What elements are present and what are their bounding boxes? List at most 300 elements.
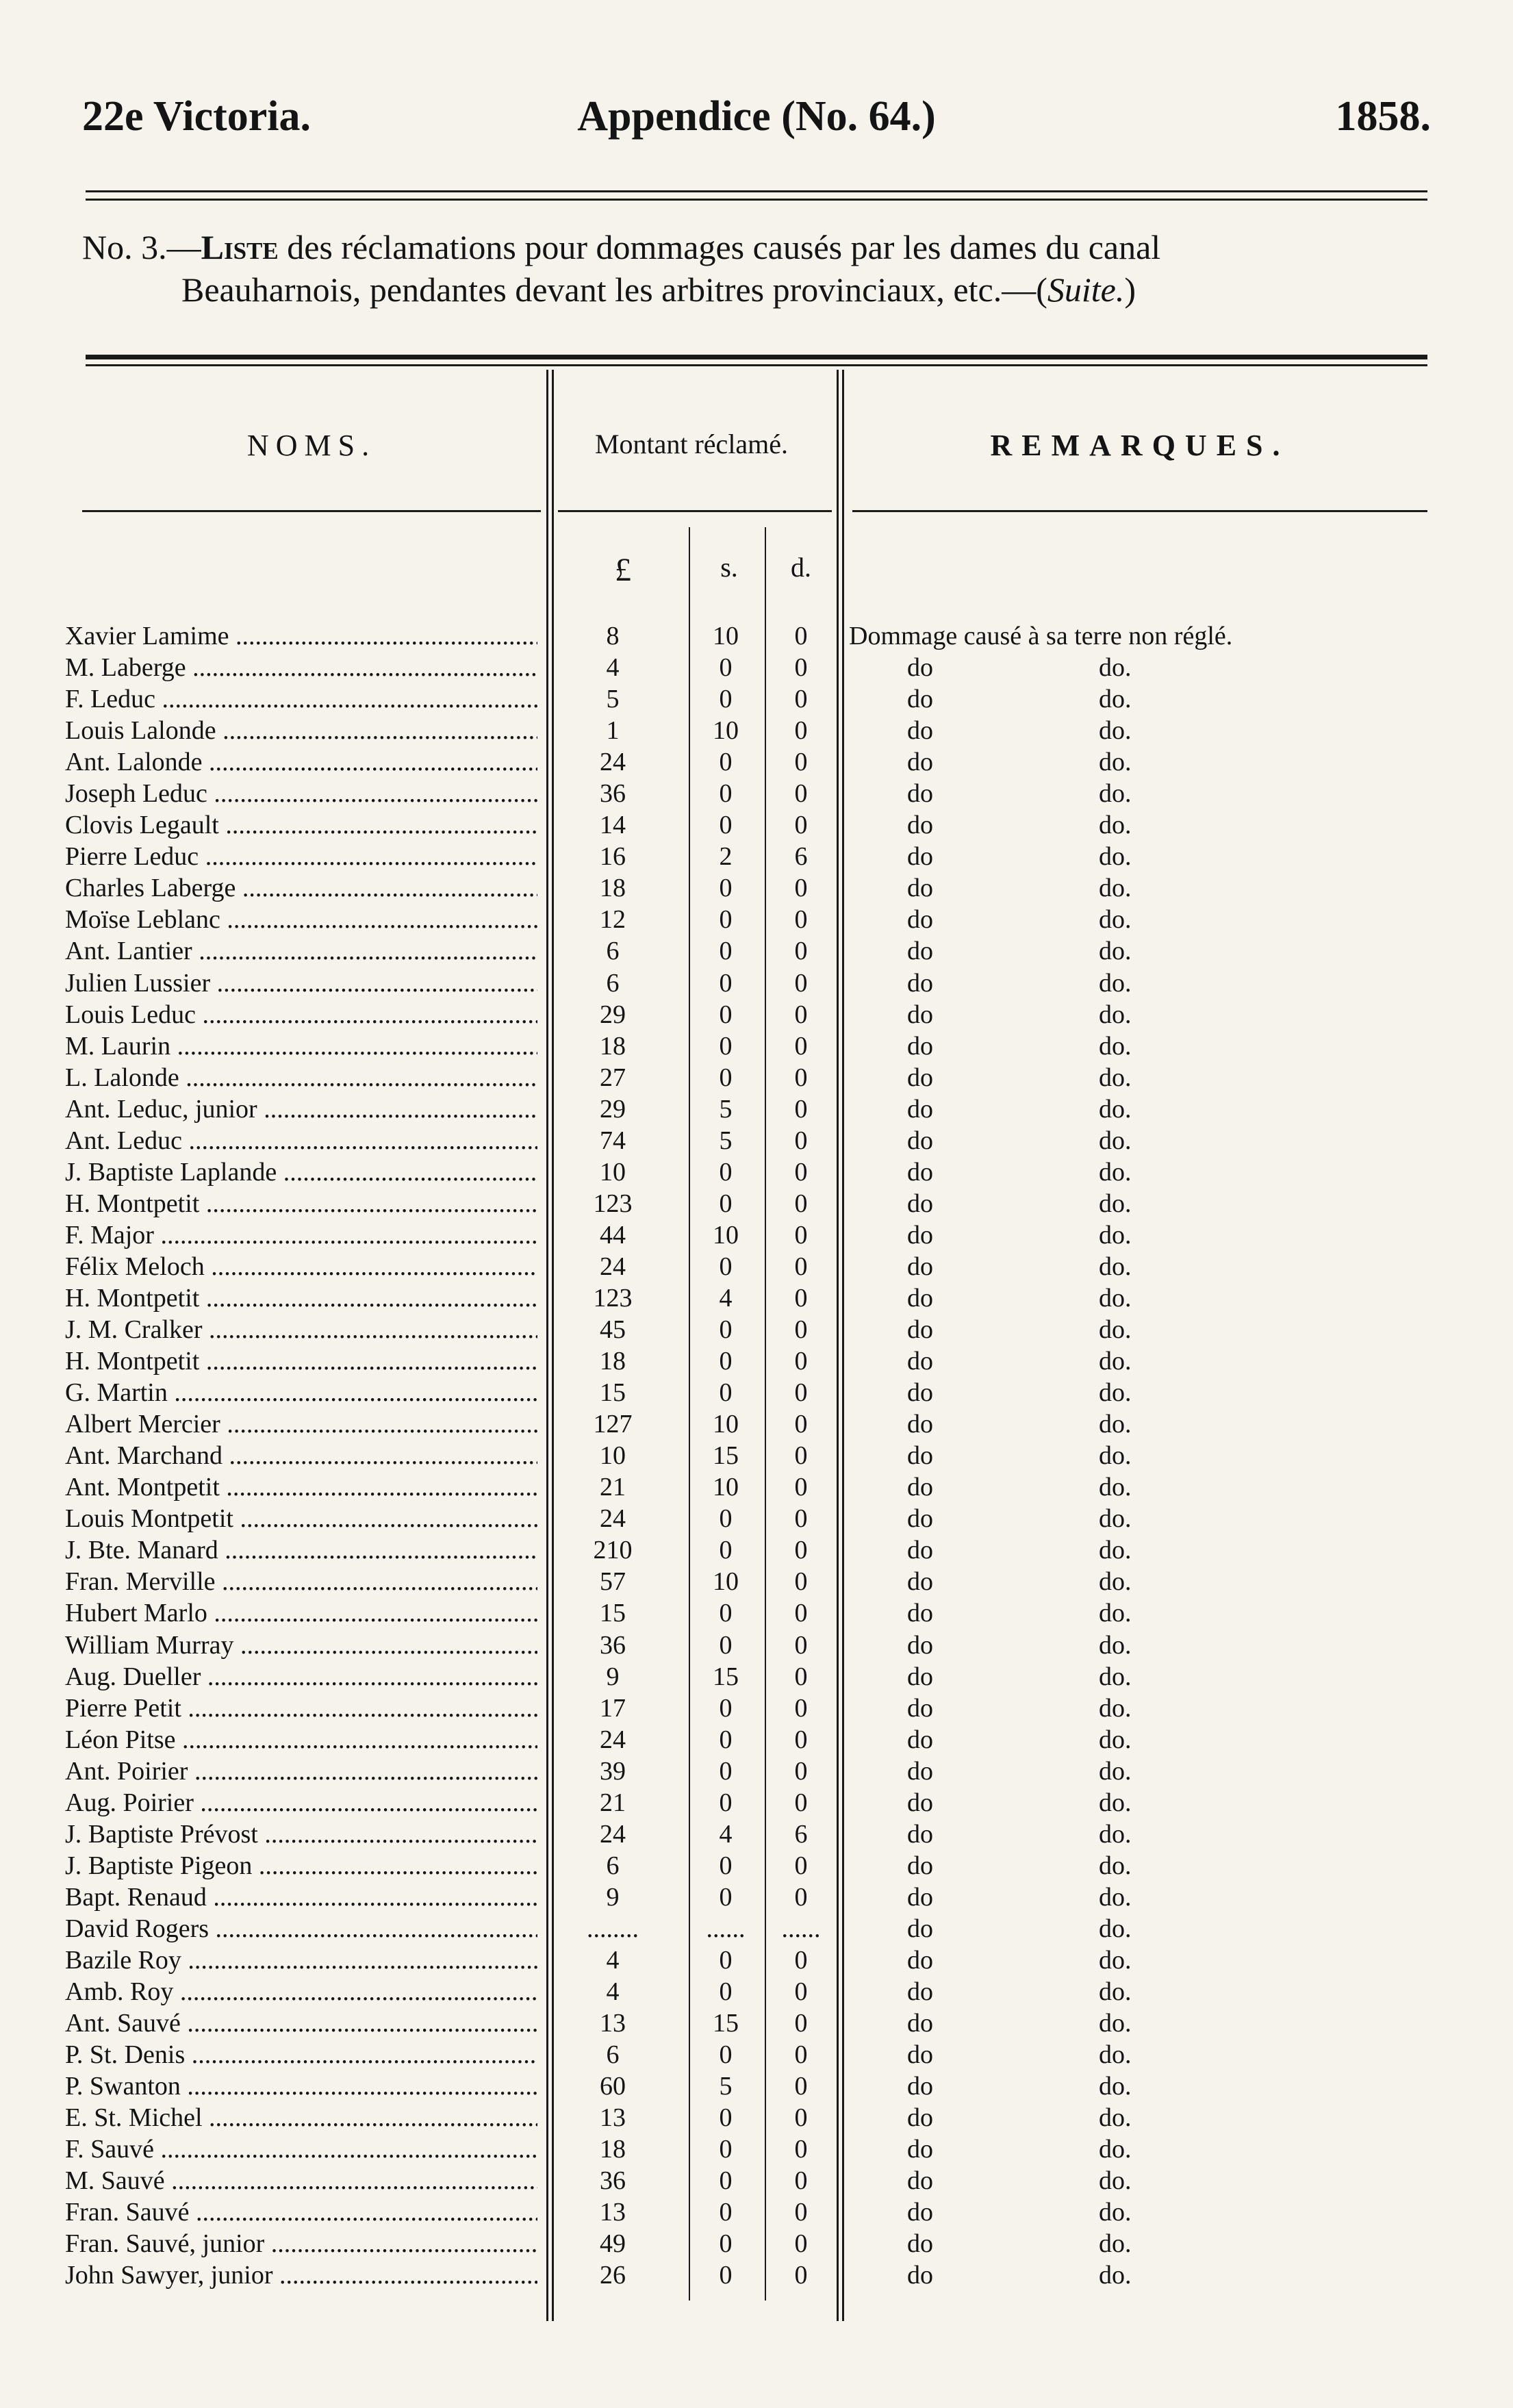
remark-primary: do <box>907 1504 933 1534</box>
amount-shillings: 15 <box>713 2009 739 2038</box>
claimant-name: P. St. Denis ..... <box>65 2039 537 2070</box>
table-row <box>0 1093 1513 1125</box>
table-row <box>0 1534 1513 1566</box>
claimant-name: Ant. Lantier ..... <box>65 935 537 967</box>
claimant-name: Albert Mercier ..... <box>65 1408 537 1440</box>
pounds-header: £ <box>615 552 631 588</box>
caption-liste: Liste <box>201 228 279 266</box>
remark-secondary: do. <box>1099 2166 1132 2196</box>
amount-shillings: 10 <box>713 1410 739 1439</box>
amount-pence: 0 <box>794 1536 808 1565</box>
claimant-name: Fran. Merville ..... <box>65 1566 537 1597</box>
claimant-name: John Sawyer, junior ..... <box>65 2259 537 2291</box>
remark-primary: do <box>907 1126 933 1155</box>
claimant-name: Ant. Leduc ..... <box>65 1125 537 1156</box>
caption-line1: des réclamations pour dommages causés par les dames du canal <box>278 228 1161 266</box>
remark-secondary: do. <box>1099 1977 1132 2007</box>
claimant-name: Hubert Marlo ..... <box>65 1597 537 1629</box>
table-row <box>0 1693 1513 1724</box>
claimant-name: Bapt. Renaud ..... <box>65 1881 537 1913</box>
remark-primary: do <box>907 1882 933 1912</box>
amount-shillings: 0 <box>719 779 733 809</box>
amount-pence: 0 <box>794 905 808 935</box>
remark-primary: do <box>907 1410 933 1439</box>
header-year: 1858. <box>1335 93 1431 140</box>
amount-shillings: 4 <box>719 1283 733 1313</box>
remark-primary: do <box>907 1378 933 1408</box>
amount-pounds: 36 <box>600 1630 626 1660</box>
amount-pounds: 18 <box>600 2135 626 2164</box>
caption-prefix: No. 3.— <box>82 228 201 266</box>
table-row <box>0 1314 1513 1345</box>
remark-secondary: do. <box>1099 1094 1132 1124</box>
table-row <box>0 1724 1513 1756</box>
remark-primary: do <box>907 1945 933 1975</box>
amount-pounds: 24 <box>600 1252 626 1281</box>
table-row <box>0 1440 1513 1471</box>
remark-primary: do <box>907 1725 933 1754</box>
remark-primary: do <box>907 2072 933 2101</box>
amount-pounds: 17 <box>600 1693 626 1723</box>
remark-primary: do <box>907 1914 933 1943</box>
table-row <box>0 1976 1513 2007</box>
remark-primary: do <box>907 811 933 840</box>
amount-pence: 0 <box>794 1063 808 1092</box>
claimant-name: Joseph Leduc ..... <box>65 778 537 809</box>
claimant-name: Ant. Marchand ..... <box>65 1440 537 1471</box>
amount-shillings: 0 <box>719 653 733 683</box>
amount-shillings: 0 <box>719 2166 733 2196</box>
table-row <box>0 1251 1513 1282</box>
amount-pence: 0 <box>794 937 808 966</box>
amount-shillings: 0 <box>719 2040 733 2070</box>
amount-shillings: 10 <box>713 1567 739 1597</box>
table-row <box>0 1282 1513 1314</box>
amount-shillings: 0 <box>719 2261 733 2290</box>
remark-secondary: do. <box>1099 1662 1132 1691</box>
remark-secondary: do. <box>1099 937 1132 966</box>
table-row <box>0 1566 1513 1597</box>
amount-shillings: 0 <box>719 905 733 935</box>
remark-secondary: do. <box>1099 748 1132 777</box>
remark-primary: do <box>907 1031 933 1061</box>
remark-secondary: do. <box>1099 2009 1132 2038</box>
amount-shillings: 0 <box>719 968 733 998</box>
remark-primary: do <box>907 1315 933 1345</box>
claimant-name: Aug. Dueller ..... <box>65 1661 537 1693</box>
remark-primary: do <box>907 1252 933 1281</box>
remark-primary: do <box>907 1441 933 1471</box>
amount-pence: 0 <box>794 1031 808 1061</box>
table-top-rule-thin <box>86 364 1427 366</box>
table-row <box>0 1408 1513 1440</box>
remarques-header-rule <box>852 510 1427 512</box>
amount-pounds: 1 <box>606 716 620 746</box>
noms-header-rule <box>82 510 541 512</box>
header-appendix: Appendice (No. 64.) <box>577 93 936 140</box>
claimant-name: Louis Leduc ..... <box>65 999 537 1030</box>
remark-secondary: do. <box>1099 1599 1132 1628</box>
amount-shillings: 0 <box>719 2229 733 2259</box>
remark-primary: do <box>907 1063 933 1092</box>
amount-shillings: 10 <box>713 622 739 650</box>
amount-pounds: 36 <box>600 2166 626 2196</box>
table-row <box>0 872 1513 904</box>
amount-shillings: 15 <box>713 1662 739 1691</box>
claimant-name: F. Sauvé ..... <box>65 2133 537 2165</box>
remark-primary: do <box>907 685 933 714</box>
table-row <box>0 1377 1513 1408</box>
amount-pence: 0 <box>794 2040 808 2070</box>
amount-shillings: 10 <box>713 1473 739 1502</box>
table-row <box>0 1661 1513 1693</box>
claimant-name: H. Montpetit ..... <box>65 1188 537 1219</box>
amount-pence: 0 <box>794 1126 808 1155</box>
remark-secondary: do. <box>1099 1567 1132 1597</box>
amount-shillings: 5 <box>719 1094 733 1124</box>
table-row <box>0 1597 1513 1629</box>
remark-primary: do <box>907 2166 933 2196</box>
remark-primary: do <box>907 1567 933 1597</box>
column-montant: Montant réclamé. <box>594 429 789 459</box>
remark-secondary: do. <box>1099 1473 1132 1502</box>
table-row <box>0 841 1513 872</box>
claimant-name: J. Bte. Manard ..... <box>65 1534 537 1566</box>
claimant-name: P. Swanton ..... <box>65 2070 537 2102</box>
table-row <box>0 935 1513 967</box>
amount-pence: 0 <box>794 1473 808 1502</box>
remark-secondary: do. <box>1099 1031 1132 1061</box>
remark-secondary: do. <box>1099 2040 1132 2070</box>
amount-pence: 0 <box>794 1000 808 1029</box>
amount-pounds: 13 <box>600 2009 626 2038</box>
remark-primary: do <box>907 1283 933 1313</box>
amount-shillings: 0 <box>719 874 733 903</box>
amount-pounds: 4 <box>606 1977 620 2007</box>
remark-primary: do <box>907 1662 933 1691</box>
claimant-name: J. Baptiste Laplande ..... <box>65 1156 537 1188</box>
remark-secondary: do. <box>1099 1126 1132 1155</box>
remark-secondary: do. <box>1099 1378 1132 1408</box>
amount-pounds: 21 <box>600 1473 626 1502</box>
page-header <box>82 92 1431 154</box>
amount-shillings: 5 <box>719 2072 733 2101</box>
remark-primary: do <box>907 1819 933 1849</box>
remark-primary: do <box>907 1756 933 1786</box>
remark-secondary: do. <box>1099 1788 1132 1817</box>
amount-shillings: 15 <box>713 1441 739 1471</box>
amount-pounds: 13 <box>600 2198 626 2227</box>
amount-shillings: 0 <box>719 1347 733 1376</box>
amount-pence: 0 <box>794 653 808 683</box>
amount-pounds: ........ <box>587 1914 639 1943</box>
amount-pounds: 10 <box>600 1157 626 1187</box>
caption-suite: Suite. <box>1047 270 1125 309</box>
amount-pounds: 15 <box>600 1599 626 1628</box>
amount-pounds: 6 <box>606 1851 620 1880</box>
amount-pence: 6 <box>794 1819 808 1849</box>
remark-secondary: do. <box>1099 1347 1132 1376</box>
table-row <box>0 2196 1513 2228</box>
amount-shillings: 0 <box>719 2198 733 2227</box>
amount-pence: 0 <box>794 874 808 903</box>
amount-shillings: 10 <box>713 1220 739 1250</box>
amount-pence: 0 <box>794 2198 808 2227</box>
amount-shillings: 5 <box>719 1126 733 1155</box>
amount-shillings: 0 <box>719 1315 733 1345</box>
claimant-name: F. Leduc ..... <box>65 683 537 715</box>
claimant-name: M. Laberge ..... <box>65 652 537 683</box>
claimant-name: Ant. Sauvé ..... <box>65 2007 537 2039</box>
remark-secondary: do. <box>1099 2261 1132 2290</box>
amount-pounds: 49 <box>600 2229 626 2259</box>
amount-pence: 0 <box>794 1756 808 1786</box>
remark-secondary: do. <box>1099 1410 1132 1439</box>
amount-pounds: 21 <box>600 1788 626 1817</box>
remark-primary: do <box>907 1347 933 1376</box>
amount-pounds: 27 <box>600 1063 626 1092</box>
amount-pence: 0 <box>794 622 808 650</box>
remark-primary: do <box>907 1788 933 1817</box>
table-row <box>0 2133 1513 2165</box>
claimant-name: H. Montpetit ..... <box>65 1282 537 1314</box>
remark-secondary: do. <box>1099 1220 1132 1250</box>
table-row <box>0 683 1513 715</box>
amount-pence: 0 <box>794 1945 808 1975</box>
table-row <box>0 2228 1513 2259</box>
remark-primary: do <box>907 1157 933 1187</box>
claims-table-body <box>0 620 1513 2291</box>
remark-primary: do <box>907 653 933 683</box>
amount-pounds: 12 <box>600 905 626 935</box>
claimant-name: Fran. Sauvé ..... <box>65 2196 537 2228</box>
remark-secondary: do. <box>1099 1536 1132 1565</box>
amount-pounds: 13 <box>600 2103 626 2133</box>
table-row <box>0 1630 1513 1661</box>
amount-shillings: 0 <box>719 1977 733 2007</box>
amount-pence: 0 <box>794 1851 808 1880</box>
table-row <box>0 1062 1513 1093</box>
amount-pounds: 44 <box>600 1220 626 1250</box>
table-row <box>0 999 1513 1030</box>
amount-pounds: 45 <box>600 1315 626 1345</box>
amount-pence: 0 <box>794 1567 808 1597</box>
remark-primary: Dommage causé à sa terre non réglé. <box>849 622 1233 650</box>
amount-shillings: 0 <box>719 1945 733 1975</box>
claimant-name: Moïse Leblanc ..... <box>65 904 537 935</box>
claimant-name: David Rogers ..... <box>65 1913 537 1944</box>
amount-pence: 0 <box>794 1410 808 1439</box>
table-row <box>0 778 1513 809</box>
amount-shillings: 0 <box>719 1157 733 1187</box>
remark-secondary: do. <box>1099 811 1132 840</box>
remark-primary: do <box>907 2229 933 2259</box>
caption-line2-wrap <box>82 268 1438 311</box>
amount-pounds: 14 <box>600 811 626 840</box>
header-rule-top <box>86 190 1427 192</box>
amount-shillings: 0 <box>719 1756 733 1786</box>
amount-pounds: 18 <box>600 1347 626 1376</box>
column-remarques: REMARQUES. <box>990 429 1290 462</box>
table-row <box>0 809 1513 841</box>
remark-secondary: do. <box>1099 905 1132 935</box>
claimant-name: Louis Montpetit ..... <box>65 1503 537 1534</box>
table-row <box>0 2039 1513 2070</box>
claimant-name: G. Martin ..... <box>65 1377 537 1408</box>
table-row <box>0 1219 1513 1251</box>
table-row <box>0 652 1513 683</box>
caption-close: ) <box>1124 270 1136 309</box>
amount-pence: 0 <box>794 1599 808 1628</box>
remark-secondary: do. <box>1099 1945 1132 1975</box>
remark-secondary: do. <box>1099 874 1132 903</box>
amount-shillings: 0 <box>719 685 733 714</box>
amount-pounds: 74 <box>600 1126 626 1155</box>
pence-header: d. <box>791 552 811 583</box>
claimant-name: E. St. Michel ..... <box>65 2102 537 2133</box>
table-row <box>0 1188 1513 1219</box>
remark-primary: do <box>907 2135 933 2164</box>
claimant-name: Léon Pitse ..... <box>65 1724 537 1756</box>
amount-pounds: 9 <box>606 1662 620 1691</box>
table-caption <box>82 226 1438 311</box>
remark-secondary: do. <box>1099 1315 1132 1345</box>
claimant-name: Ant. Leduc, junior ..... <box>65 1093 537 1125</box>
remark-secondary: do. <box>1099 1063 1132 1092</box>
amount-pence: 0 <box>794 779 808 809</box>
amount-pounds: 10 <box>600 1441 626 1471</box>
amount-shillings: 0 <box>719 811 733 840</box>
table-row <box>0 746 1513 778</box>
claimant-name: J. M. Cralker ..... <box>65 1314 537 1345</box>
remark-secondary: do. <box>1099 1157 1132 1187</box>
remark-primary: do <box>907 2103 933 2133</box>
claimant-name: Félix Meloch ..... <box>65 1251 537 1282</box>
amount-shillings: 0 <box>719 1725 733 1754</box>
amount-pounds: 4 <box>606 653 620 683</box>
amount-pence: 0 <box>794 1630 808 1660</box>
remark-secondary: do. <box>1099 2135 1132 2164</box>
claimant-name: J. Baptiste Pigeon ..... <box>65 1850 537 1881</box>
table-row <box>0 1944 1513 1976</box>
amount-pounds: 15 <box>600 1378 626 1408</box>
remark-primary: do <box>907 937 933 966</box>
amount-pence: 0 <box>794 685 808 714</box>
remark-secondary: do. <box>1099 1000 1132 1029</box>
claimant-name: Charles Laberge ..... <box>65 872 537 904</box>
remark-primary: do <box>907 1693 933 1723</box>
amount-pence: 0 <box>794 2103 808 2133</box>
remark-secondary: do. <box>1099 968 1132 998</box>
table-row <box>0 1156 1513 1188</box>
amount-pounds: 5 <box>606 685 620 714</box>
amount-pounds: 60 <box>600 2072 626 2101</box>
header-rule-bottom <box>86 199 1427 201</box>
remark-primary: do <box>907 1189 933 1218</box>
amount-shillings: 0 <box>719 1599 733 1628</box>
amount-pence: 0 <box>794 2135 808 2164</box>
amount-shillings: 0 <box>719 748 733 777</box>
claimant-name: Pierre Leduc ..... <box>65 841 537 872</box>
claimant-name: F. Major ..... <box>65 1219 537 1251</box>
amount-pence: 0 <box>794 1220 808 1250</box>
table-row <box>0 1345 1513 1377</box>
remark-secondary: do. <box>1099 779 1132 809</box>
remark-primary: do <box>907 905 933 935</box>
remark-secondary: do. <box>1099 1189 1132 1218</box>
amount-shillings: 0 <box>719 1252 733 1281</box>
remark-primary: do <box>907 1220 933 1250</box>
amount-pence: 0 <box>794 1662 808 1691</box>
amount-shillings: 0 <box>719 1536 733 1565</box>
remark-primary: do <box>907 2198 933 2227</box>
remark-secondary: do. <box>1099 2103 1132 2133</box>
claimant-name: Fran. Sauvé, junior ..... <box>65 2228 537 2259</box>
claimant-name: H. Montpetit ..... <box>65 1345 537 1377</box>
table-row <box>0 2259 1513 2291</box>
amount-shillings: 0 <box>719 1504 733 1534</box>
column-noms: NOMS. <box>246 429 377 462</box>
claimant-name: Louis Lalonde ..... <box>65 715 537 746</box>
amount-shillings: 0 <box>719 1000 733 1029</box>
remark-secondary: do. <box>1099 1252 1132 1281</box>
amount-shillings: 0 <box>719 1189 733 1218</box>
amount-shillings: 0 <box>719 1063 733 1092</box>
amount-pence: 0 <box>794 1788 808 1817</box>
amount-shillings: 4 <box>719 1819 733 1849</box>
amount-shillings: 0 <box>719 1378 733 1408</box>
amount-pence: 0 <box>794 1283 808 1313</box>
claimant-name: J. Baptiste Prévost ..... <box>65 1818 537 1850</box>
table-row <box>0 1030 1513 1062</box>
remark-secondary: do. <box>1099 1283 1132 1313</box>
claimant-name: L. Lalonde ..... <box>65 1062 537 1093</box>
remark-secondary: do. <box>1099 653 1132 683</box>
table-row <box>0 1471 1513 1503</box>
amount-pounds: 9 <box>606 1882 620 1912</box>
remark-secondary: do. <box>1099 685 1132 714</box>
amount-pounds: 29 <box>600 1094 626 1124</box>
amount-pence: 0 <box>794 2009 808 2038</box>
claimant-name: Ant. Poirier ..... <box>65 1756 537 1787</box>
amount-pence: 0 <box>794 1725 808 1754</box>
amount-pence: 0 <box>794 1441 808 1471</box>
amount-pounds: 26 <box>600 2261 626 2290</box>
remark-primary: do <box>907 1536 933 1565</box>
amount-pounds: 57 <box>600 1567 626 1597</box>
remark-primary: do <box>907 874 933 903</box>
shillings-header: s. <box>720 552 738 583</box>
table-row <box>0 1756 1513 1787</box>
remark-primary: do <box>907 1599 933 1628</box>
remark-primary: do <box>907 842 933 872</box>
amount-pounds: 18 <box>600 874 626 903</box>
amount-pence: 0 <box>794 1977 808 2007</box>
table-row <box>0 967 1513 999</box>
caption-line2: Beauharnois, pendantes devant les arbitres provinciaux, etc.—( <box>181 270 1047 309</box>
remark-primary: do <box>907 1000 933 1029</box>
amount-pounds: 24 <box>600 1504 626 1534</box>
amount-shillings: 0 <box>719 1693 733 1723</box>
amount-pence: 0 <box>794 1693 808 1723</box>
amount-shillings: 0 <box>719 1630 733 1660</box>
amount-shillings: 0 <box>719 1788 733 1817</box>
amount-pence: 0 <box>794 1347 808 1376</box>
remark-primary: do <box>907 1977 933 2007</box>
remark-primary: do <box>907 2040 933 2070</box>
amount-pounds: 29 <box>600 1000 626 1029</box>
amount-shillings: 0 <box>719 2135 733 2164</box>
